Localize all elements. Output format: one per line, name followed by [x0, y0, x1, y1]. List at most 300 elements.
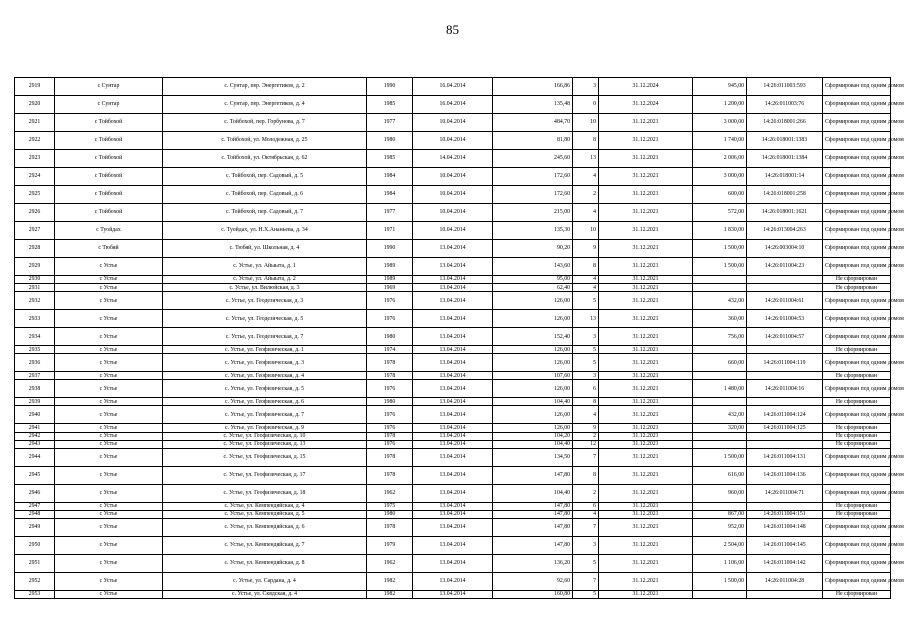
- row-number-cell: 2935: [15, 346, 55, 354]
- address-cell: с. Тойбохой, пер. Горбунова, д. 7: [163, 114, 367, 132]
- table-row: [15, 590, 891, 598]
- flats-count-cell: 5: [573, 590, 599, 598]
- table-row: [15, 572, 891, 590]
- year-built-cell: 1978: [367, 432, 413, 440]
- table-row: [15, 222, 891, 240]
- plot-status-cell: Сформирован под одним домом: [823, 354, 891, 372]
- deadline-cell: 31.12.2021: [599, 466, 693, 484]
- plot-area-cell: 432,00: [693, 406, 747, 424]
- flats-count-cell: 12: [573, 440, 599, 448]
- deadline-cell: 31.12.2021: [599, 168, 693, 186]
- row-number-cell: 2930: [15, 276, 55, 284]
- address-cell: с. Устье, ул. Геофизическая, д. 5: [163, 380, 367, 398]
- registration-date-cell: 13.04.2014: [413, 292, 493, 310]
- registration-date-cell: 13.04.2014: [413, 572, 493, 590]
- living-area-cell: 134,50: [493, 448, 573, 466]
- address-cell: с. Устье, ул. Геофизическая, д. 3: [163, 354, 367, 372]
- year-built-cell: 1962: [367, 484, 413, 502]
- living-area-cell: 104,40: [493, 398, 573, 406]
- table-row: [15, 276, 891, 284]
- registration-date-cell: 13.04.2014: [413, 398, 493, 406]
- living-area-cell: 126,00: [493, 292, 573, 310]
- flats-count-cell: 2: [573, 484, 599, 502]
- settlement-cell: с Устье: [55, 380, 163, 398]
- plot-status-cell: Сформирован под одним домом: [823, 572, 891, 590]
- plot-status-cell: Сформирован под одним домом: [823, 150, 891, 168]
- flats-count-cell: 4: [573, 510, 599, 518]
- living-area-cell: 484,70: [493, 114, 573, 132]
- deadline-cell: 31.12.2021: [599, 276, 693, 284]
- address-cell: с. Устье, ул. Сквдская, д. 4: [163, 590, 367, 598]
- row-number-cell: 2953: [15, 590, 55, 598]
- deadline-cell: 31.12.2021: [599, 114, 693, 132]
- year-built-cell: 1982: [367, 572, 413, 590]
- flats-count-cell: 6: [573, 380, 599, 398]
- plot-status-cell: Сформирован под одним домом: [823, 78, 891, 96]
- year-built-cell: 1976: [367, 292, 413, 310]
- year-built-cell: 1977: [367, 114, 413, 132]
- settlement-cell: с Устье: [55, 448, 163, 466]
- cadastral-number-cell: 14:26:018001:1384: [747, 150, 823, 168]
- plot-status-cell: Сформирован под одним домом: [823, 328, 891, 346]
- address-cell: с. Устье, ул. Геодезическая, д. 5: [163, 310, 367, 328]
- settlement-cell: с Тойбохой: [55, 114, 163, 132]
- registration-date-cell: 10.04.2014: [413, 114, 493, 132]
- flats-count-cell: 7: [573, 518, 599, 536]
- plot-status-cell: Сформирован под одним домом: [823, 448, 891, 466]
- year-built-cell: 1979: [367, 536, 413, 554]
- plot-status-cell: Не сформирован: [823, 276, 891, 284]
- plot-area-cell: 1 740,00: [693, 132, 747, 150]
- address-cell: с. Тойбохой, пер. Садовый, д. 5: [163, 168, 367, 186]
- deadline-cell: 31.12.2021: [599, 310, 693, 328]
- plot-area-cell: 3 000,00: [693, 114, 747, 132]
- plot-area-cell: [693, 590, 747, 598]
- cadastral-number-cell: 14:26:011004:16: [747, 380, 823, 398]
- flats-count-cell: 13: [573, 310, 599, 328]
- table-row: [15, 380, 891, 398]
- settlement-cell: с Устье: [55, 510, 163, 518]
- cadastral-number-cell: 14:26:013004:263: [747, 222, 823, 240]
- living-area-cell: 152,40: [493, 328, 573, 346]
- table-row: [15, 398, 891, 406]
- address-cell: с. Устье, ул. Кемпендяйская, д. 4: [163, 502, 367, 510]
- row-number-cell: 2920: [15, 96, 55, 114]
- address-cell: с. Устье, ул. Геофизическая, д. 4: [163, 372, 367, 380]
- row-number-cell: 2926: [15, 204, 55, 222]
- cadastral-number-cell: 14:26:018001:1621: [747, 204, 823, 222]
- year-built-cell: 1980: [367, 510, 413, 518]
- table-row: [15, 150, 891, 168]
- address-cell: с. Устье, ул. Геофизическая, д. 7: [163, 406, 367, 424]
- table-row: [15, 502, 891, 510]
- row-number-cell: 2941: [15, 424, 55, 432]
- plot-area-cell: 572,00: [693, 204, 747, 222]
- plot-area-cell: [693, 398, 747, 406]
- address-cell: с. Сунтар, пер. Энергетиков, д. 4: [163, 96, 367, 114]
- year-built-cell: 1989: [367, 258, 413, 276]
- registration-date-cell: 13.04.2014: [413, 258, 493, 276]
- living-area-cell: 147,80: [493, 502, 573, 510]
- page-number: 85: [446, 22, 459, 37]
- table-row: [15, 536, 891, 554]
- plot-status-cell: Не сформирован: [823, 432, 891, 440]
- housing-register-table: [14, 77, 904, 599]
- plot-status-cell: Не сформирован: [823, 372, 891, 380]
- settlement-cell: с Устье: [55, 292, 163, 310]
- table-row: [15, 510, 891, 518]
- address-cell: с. Устье, ул. Сардана, д. 4: [163, 572, 367, 590]
- cadastral-number-cell: [747, 346, 823, 354]
- plot-status-cell: Сформирован под одним домом: [823, 466, 891, 484]
- living-area-cell: 126,00: [493, 406, 573, 424]
- cadastral-number-cell: [747, 440, 823, 448]
- deadline-cell: 31.12.2021: [599, 132, 693, 150]
- deadline-cell: 31.12.2021: [599, 484, 693, 502]
- plot-status-cell: Не сформирован: [823, 440, 891, 448]
- row-number-cell: 2943: [15, 440, 55, 448]
- living-area-cell: 126,00: [493, 424, 573, 432]
- deadline-cell: 31.12.2021: [599, 398, 693, 406]
- settlement-cell: с Устье: [55, 484, 163, 502]
- flats-count-cell: 5: [573, 346, 599, 354]
- flats-count-cell: 3: [573, 328, 599, 346]
- plot-area-cell: [693, 284, 747, 292]
- row-number-cell: 2921: [15, 114, 55, 132]
- address-cell: с. Устье, ул. Вилюйская, д. 3: [163, 284, 367, 292]
- plot-area-cell: 756,00: [693, 328, 747, 346]
- flats-count-cell: 8: [573, 466, 599, 484]
- row-number-cell: 2938: [15, 380, 55, 398]
- registration-date-cell: 13.04.2014: [413, 240, 493, 258]
- table-row: [15, 554, 891, 572]
- cadastral-number-cell: 14:26:011004:151: [747, 510, 823, 518]
- cadastral-number-cell: [747, 372, 823, 380]
- deadline-cell: 31.12.2021: [599, 440, 693, 448]
- plot-status-cell: Не сформирован: [823, 284, 891, 292]
- plot-area-cell: 320,00: [693, 424, 747, 432]
- row-number-cell: 2933: [15, 310, 55, 328]
- settlement-cell: с Устье: [55, 310, 163, 328]
- cadastral-number-cell: 14:26:018001:266: [747, 114, 823, 132]
- deadline-cell: 31.12.2021: [599, 406, 693, 424]
- flats-count-cell: 3: [573, 536, 599, 554]
- year-built-cell: 1976: [367, 310, 413, 328]
- living-area-cell: 126,00: [493, 380, 573, 398]
- living-area-cell: 90,20: [493, 240, 573, 258]
- settlement-cell: с Тойбохой: [55, 150, 163, 168]
- year-built-cell: 1980: [367, 132, 413, 150]
- year-built-cell: 1989: [367, 276, 413, 284]
- row-number-cell: 2932: [15, 292, 55, 310]
- registration-date-cell: 14.04.2014: [413, 150, 493, 168]
- deadline-cell: 31.12.2024: [599, 78, 693, 96]
- flats-count-cell: 9: [573, 424, 599, 432]
- deadline-cell: 31.12.2021: [599, 590, 693, 598]
- cadastral-number-cell: 14:26:011004:125: [747, 424, 823, 432]
- flats-count-cell: 2: [573, 432, 599, 440]
- plot-status-cell: Сформирован под одним домом: [823, 554, 891, 572]
- address-cell: с. Устье, ул. Геофизическая, д. 18: [163, 484, 367, 502]
- year-built-cell: 1985: [367, 150, 413, 168]
- deadline-cell: 31.12.2021: [599, 328, 693, 346]
- flats-count-cell: 8: [573, 258, 599, 276]
- cadastral-number-cell: 14:26:011003:76: [747, 96, 823, 114]
- registration-date-cell: 13.04.2014: [413, 554, 493, 572]
- flats-count-cell: 4: [573, 168, 599, 186]
- deadline-cell: 31.12.2021: [599, 448, 693, 466]
- table-row: [15, 96, 891, 114]
- living-area-cell: 95,00: [493, 276, 573, 284]
- table-row: [15, 466, 891, 484]
- registration-date-cell: 13.04.2014: [413, 590, 493, 598]
- row-number-cell: 2944: [15, 448, 55, 466]
- row-number-cell: 2934: [15, 328, 55, 346]
- deadline-cell: 31.12.2021: [599, 292, 693, 310]
- settlement-cell: с Устье: [55, 354, 163, 372]
- cadastral-number-cell: 14:26:011004:142: [747, 554, 823, 572]
- plot-status-cell: Сформирован под одним домом: [823, 168, 891, 186]
- table-row: [15, 204, 891, 222]
- living-area-cell: 147,80: [493, 536, 573, 554]
- plot-status-cell: Сформирован под одним домом: [823, 518, 891, 536]
- row-number-cell: 2948: [15, 510, 55, 518]
- plot-area-cell: 952,00: [693, 518, 747, 536]
- living-area-cell: 104,20: [493, 432, 573, 440]
- table-row: [15, 284, 891, 292]
- plot-status-cell: Сформирован под одним домом: [823, 114, 891, 132]
- living-area-cell: 62,40: [493, 284, 573, 292]
- flats-count-cell: 5: [573, 354, 599, 372]
- plot-area-cell: [693, 372, 747, 380]
- table-row: [15, 328, 891, 346]
- row-number-cell: 2942: [15, 432, 55, 440]
- settlement-cell: с Сунтар: [55, 96, 163, 114]
- address-cell: с. Устье, ул. Геофизическая, д. 6: [163, 398, 367, 406]
- settlement-cell: с Устье: [55, 590, 163, 598]
- registration-date-cell: 13.04.2014: [413, 380, 493, 398]
- table-body: [15, 78, 904, 599]
- plot-status-cell: Не сформирован: [823, 346, 891, 354]
- settlement-cell: с Туойдах: [55, 222, 163, 240]
- year-built-cell: 1984: [367, 168, 413, 186]
- cadastral-number-cell: 14:26:011004:57: [747, 328, 823, 346]
- living-area-cell: 135,30: [493, 222, 573, 240]
- address-cell: с. Устье, ул. Геофизическая, д. 13: [163, 440, 367, 448]
- plot-status-cell: Сформирован под одним домом: [823, 258, 891, 276]
- registration-date-cell: 13.04.2014: [413, 310, 493, 328]
- row-number-cell: 2922: [15, 132, 55, 150]
- cadastral-number-cell: 14:26:011004:131: [747, 448, 823, 466]
- registration-date-cell: 10.04.2014: [413, 168, 493, 186]
- plot-area-cell: [693, 276, 747, 284]
- address-cell: с. Тойбохой, пер. Садовый, д. 6: [163, 186, 367, 204]
- address-cell: с. Тойбохой, ул. Молодежная, д. 25: [163, 132, 367, 150]
- living-area-cell: 147,80: [493, 466, 573, 484]
- table-row: [15, 440, 891, 448]
- row-number-cell: 2952: [15, 572, 55, 590]
- row-number-cell: 2945: [15, 466, 55, 484]
- living-area-cell: 136,20: [493, 554, 573, 572]
- registration-date-cell: 10.04.2014: [413, 186, 493, 204]
- year-built-cell: 1978: [367, 372, 413, 380]
- table-row: [15, 310, 891, 328]
- registration-date-cell: 13.04.2014: [413, 328, 493, 346]
- year-built-cell: 1980: [367, 398, 413, 406]
- plot-area-cell: 660,00: [693, 354, 747, 372]
- deadline-cell: 31.12.2021: [599, 258, 693, 276]
- plot-area-cell: 945,00: [693, 78, 747, 96]
- flats-count-cell: 5: [573, 292, 599, 310]
- plot-status-cell: Сформирован под одним домом: [823, 310, 891, 328]
- plot-area-cell: 1 500,00: [693, 240, 747, 258]
- plot-area-cell: [693, 440, 747, 448]
- plot-area-cell: 867,00: [693, 510, 747, 518]
- settlement-cell: с Тойбохой: [55, 186, 163, 204]
- living-area-cell: 172,60: [493, 168, 573, 186]
- deadline-cell: 31.12.2021: [599, 510, 693, 518]
- table-row: [15, 240, 891, 258]
- deadline-cell: 31.12.2021: [599, 354, 693, 372]
- address-cell: с. Сунтар, пер. Энергетиков, д. 2: [163, 78, 367, 96]
- registration-date-cell: 13.04.2014: [413, 354, 493, 372]
- year-built-cell: 1975: [367, 502, 413, 510]
- cadastral-number-cell: 14:26:011004:61: [747, 292, 823, 310]
- registration-date-cell: 13.04.2014: [413, 346, 493, 354]
- row-number-cell: 2924: [15, 168, 55, 186]
- flats-count-cell: 7: [573, 448, 599, 466]
- address-cell: с. Устье, ул. Айыыта, д. 1: [163, 258, 367, 276]
- flats-count-cell: 9: [573, 240, 599, 258]
- living-area-cell: 104,40: [493, 440, 573, 448]
- plot-area-cell: 1 200,00: [693, 96, 747, 114]
- address-cell: с. Устье, ул. Геофизическая, д. 17: [163, 466, 367, 484]
- living-area-cell: 245,60: [493, 150, 573, 168]
- table-row: [15, 186, 891, 204]
- living-area-cell: 143,60: [493, 258, 573, 276]
- registration-date-cell: 13.04.2014: [413, 440, 493, 448]
- table-row: [15, 448, 891, 466]
- row-number-cell: 2927: [15, 222, 55, 240]
- table-row: [15, 484, 891, 502]
- settlement-cell: с Устье: [55, 328, 163, 346]
- plot-area-cell: 1 480,00: [693, 380, 747, 398]
- registration-date-cell: 13.04.2014: [413, 510, 493, 518]
- plot-area-cell: 960,00: [693, 484, 747, 502]
- deadline-cell: 31.12.2021: [599, 284, 693, 292]
- address-cell: с. Тойбохой, ул. Октябрьская, д. 62: [163, 150, 367, 168]
- cadastral-number-cell: [747, 398, 823, 406]
- plot-area-cell: [693, 502, 747, 510]
- cadastral-number-cell: 14:26:011004:124: [747, 406, 823, 424]
- plot-status-cell: Сформирован под одним домом: [823, 240, 891, 258]
- living-area-cell: 172,60: [493, 186, 573, 204]
- plot-status-cell: Не сформирован: [823, 424, 891, 432]
- plot-status-cell: Не сформирован: [823, 590, 891, 598]
- cadastral-number-cell: 14:26:011003:593: [747, 78, 823, 96]
- settlement-cell: с Устье: [55, 258, 163, 276]
- settlement-cell: с Устье: [55, 466, 163, 484]
- plot-area-cell: 1 500,00: [693, 448, 747, 466]
- flats-count-cell: 4: [573, 284, 599, 292]
- address-cell: с. Устье, ул. Геодезическая, д. 7: [163, 328, 367, 346]
- settlement-cell: с Устье: [55, 440, 163, 448]
- flats-count-cell: 5: [573, 554, 599, 572]
- settlement-cell: с Устье: [55, 518, 163, 536]
- living-area-cell: 126,00: [493, 354, 573, 372]
- row-number-cell: 2947: [15, 502, 55, 510]
- cadastral-number-cell: 14:26:011004:148: [747, 518, 823, 536]
- deadline-cell: 31.12.2021: [599, 432, 693, 440]
- deadline-cell: 31.12.2021: [599, 204, 693, 222]
- deadline-cell: 31.12.2021: [599, 150, 693, 168]
- row-number-cell: 2937: [15, 372, 55, 380]
- table-row: [15, 354, 891, 372]
- settlement-cell: с Устье: [55, 424, 163, 432]
- year-built-cell: 1962: [367, 554, 413, 572]
- row-number-cell: 2923: [15, 150, 55, 168]
- plot-status-cell: Сформирован под одним домом: [823, 292, 891, 310]
- plot-status-cell: Сформирован под одним домом: [823, 96, 891, 114]
- cadastral-number-cell: 14:26:011004:136: [747, 466, 823, 484]
- year-built-cell: 1976: [367, 424, 413, 432]
- flats-count-cell: 3: [573, 372, 599, 380]
- registration-date-cell: 13.04.2014: [413, 502, 493, 510]
- flats-count-cell: 13: [573, 150, 599, 168]
- living-area-cell: 107,60: [493, 372, 573, 380]
- table-row: [15, 372, 891, 380]
- year-built-cell: 1990: [367, 240, 413, 258]
- living-area-cell: 147,80: [493, 510, 573, 518]
- flats-count-cell: 7: [573, 572, 599, 590]
- deadline-cell: 31.12.2021: [599, 240, 693, 258]
- flats-count-cell: 4: [573, 276, 599, 284]
- row-number-cell: 2940: [15, 406, 55, 424]
- settlement-cell: с Устье: [55, 502, 163, 510]
- living-area-cell: 166,86: [493, 78, 573, 96]
- living-area-cell: 126,00: [493, 310, 573, 328]
- table-row: [15, 258, 891, 276]
- plot-area-cell: 1 500,00: [693, 258, 747, 276]
- year-built-cell: 1969: [367, 284, 413, 292]
- cadastral-number-cell: 14:26:018001:14: [747, 168, 823, 186]
- deadline-cell: 31.12.2021: [599, 536, 693, 554]
- cadastral-number-cell: [747, 276, 823, 284]
- registration-date-cell: 10.04.2014: [413, 222, 493, 240]
- cadastral-number-cell: 14:26:011004:71: [747, 484, 823, 502]
- year-built-cell: 1978: [367, 466, 413, 484]
- row-number-cell: 2936: [15, 354, 55, 372]
- row-number-cell: 2949: [15, 518, 55, 536]
- plot-area-cell: [693, 432, 747, 440]
- living-area-cell: 92,60: [493, 572, 573, 590]
- cadastral-number-cell: [747, 502, 823, 510]
- settlement-cell: с Устье: [55, 346, 163, 354]
- registration-date-cell: 13.04.2014: [413, 432, 493, 440]
- flats-count-cell: 10: [573, 222, 599, 240]
- year-built-cell: 1978: [367, 448, 413, 466]
- flats-count-cell: 4: [573, 406, 599, 424]
- deadline-cell: 31.12.2024: [599, 96, 693, 114]
- year-built-cell: 1978: [367, 354, 413, 372]
- table-row: [15, 132, 891, 150]
- cadastral-number-cell: 14:26:018001:1383: [747, 132, 823, 150]
- flats-count-cell: 8: [573, 398, 599, 406]
- year-built-cell: 1982: [367, 590, 413, 598]
- row-number-cell: 2939: [15, 398, 55, 406]
- settlement-cell: с Устье: [55, 398, 163, 406]
- deadline-cell: 31.12.2021: [599, 222, 693, 240]
